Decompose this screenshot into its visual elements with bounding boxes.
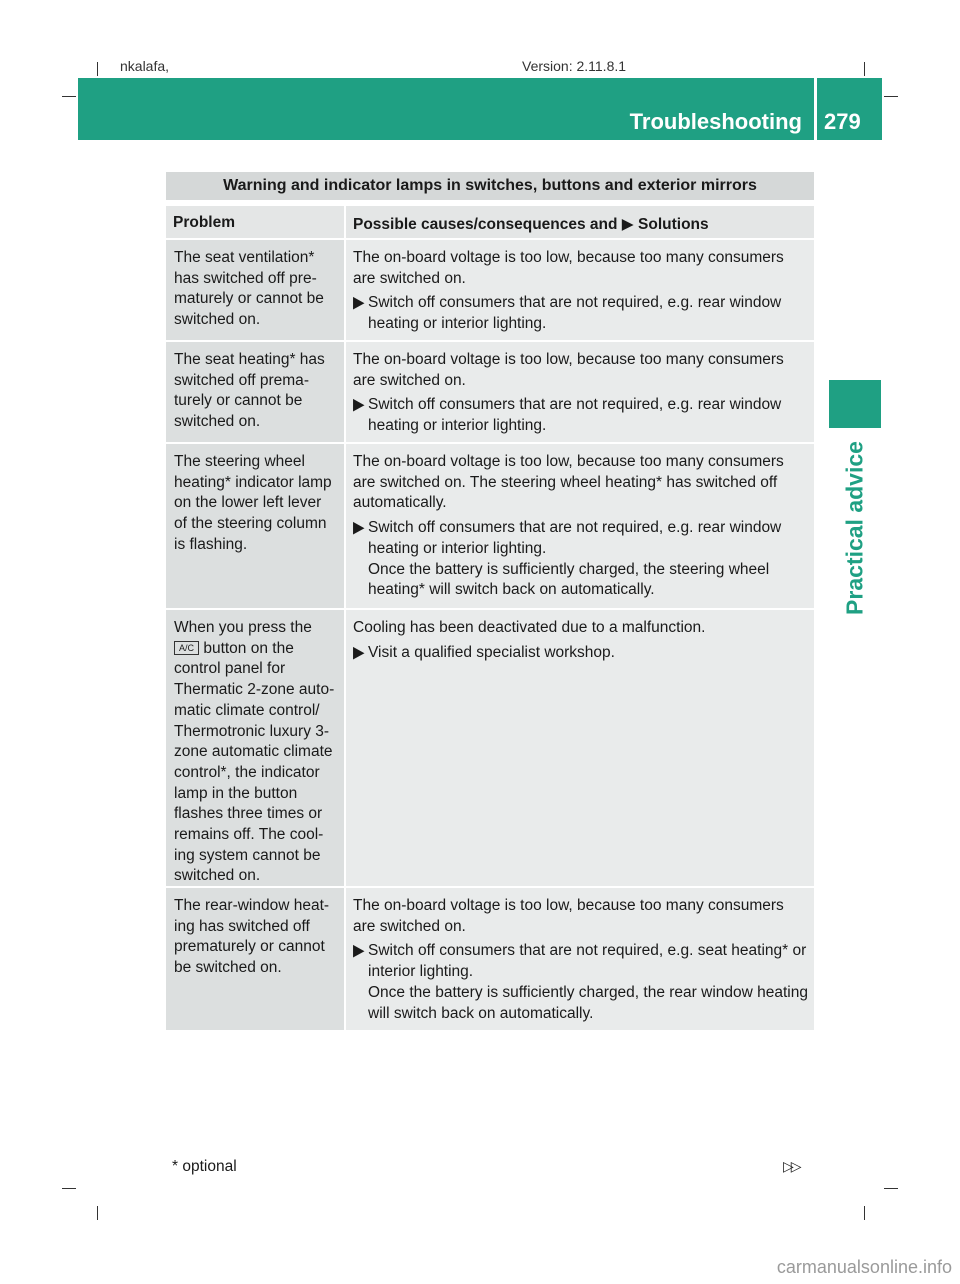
table-row-solution — [346, 888, 814, 1030]
table-row-problem — [166, 240, 344, 340]
continue-icon: ▷▷ — [783, 1158, 799, 1174]
arrow-icon: ▶ — [621, 216, 634, 233]
table-row-solution — [346, 444, 814, 608]
solution-step — [353, 395, 808, 436]
cause-text: Cooling has been deactivated due to a malfunction. — [353, 619, 706, 636]
crop-mark — [97, 62, 98, 76]
arrow-icon: ▶ — [353, 941, 365, 961]
crop-mark — [884, 96, 898, 97]
crop-mark — [62, 1188, 76, 1189]
col-header-problem-label: Problem — [173, 214, 236, 231]
arrow-icon: ▶ — [353, 395, 365, 415]
problem-text: The steering wheel heating* indicator lamp on the lower left lever of the steering column is flashing. — [174, 453, 332, 553]
header-divider — [814, 78, 817, 140]
arrow-icon: ▶ — [353, 518, 365, 537]
print-meta-right: Version: 2.11.8.1 — [522, 58, 627, 74]
cause-text: The on-board voltage is too low, because too many consumers are switched on. — [353, 897, 784, 935]
solution-text: Switch off consumers that are not required, e.g. rear window heating or interior lighting. — [368, 519, 782, 557]
page-number: 279 — [824, 109, 861, 134]
crop-mark — [864, 1206, 865, 1220]
problem-text: The seat heating* has switched off prematurely or cannot be switched on. — [174, 351, 325, 431]
cause-text: The on-board voltage is too low, because too many consumers are switched on. The steering wheel heating* has switched off automatically. — [353, 453, 784, 512]
solution-step — [353, 643, 808, 664]
col-header-problem — [166, 206, 344, 238]
col-header-solutions — [346, 206, 814, 238]
crop-mark — [864, 62, 865, 76]
watermark: carmanualsonline.info — [776, 1257, 952, 1277]
footnote: * optional — [172, 1158, 237, 1175]
cause-text: The on-board voltage is too low, because too many consumers are switched on. — [353, 249, 784, 287]
col-header-solutions-suffix: Solutions — [638, 216, 709, 233]
table-row-solution — [346, 240, 814, 340]
solution-text: Switch off consumers that are not required, e.g. rear window heating or interior lighting. — [368, 294, 782, 333]
print-meta-left: nkalafa, — [120, 58, 170, 74]
table-row-problem — [166, 342, 344, 442]
table-row-solution — [346, 610, 814, 886]
arrow-icon: ▶ — [353, 642, 365, 662]
side-tab — [829, 380, 881, 428]
solution-note: Once the battery is sufficiently charged, the steering wheel heating* will switch back on automatically. — [368, 560, 770, 599]
section-title: Troubleshooting — [629, 109, 802, 134]
table-title: Warning and indicator lamps in switches, buttons and exterior mirrors — [166, 172, 814, 200]
problem-text: The seat ventilation* has switched off prematurely or cannot be switched on. — [174, 249, 324, 329]
crop-mark — [97, 1206, 98, 1220]
cause-text: The on-board voltage is too low, because too many consumers are switched on. — [353, 351, 784, 389]
problem-text: The rear-window heating has switched off prematurely or cannot be switched on. — [174, 897, 330, 977]
crop-mark — [62, 96, 76, 97]
solution-step — [353, 518, 808, 559]
ac-button-icon: A/C — [174, 641, 199, 655]
table-row-problem — [166, 888, 344, 1030]
solution-text: Switch off consumers that are not required, e.g. rear window heating or interior lighting. — [368, 396, 782, 435]
problem-text-rest: button on the control panel for Thermatic 2-zone automatic climate control/ Thermotronic luxury 3-zone automatic climate control*, the indicator lamp in the button flashes three times or remains off. The cooling system cannot be switched on. — [174, 639, 335, 885]
problem-text — [174, 618, 338, 887]
solution-step — [353, 941, 808, 982]
col-header-solutions-label: Possible causes/consequences and — [353, 216, 618, 233]
table-row-solution — [346, 342, 814, 442]
solution-text: Switch off consumers that are not required, e.g. seat heating* or interior lighting. — [368, 942, 807, 981]
table-row-problem — [166, 444, 344, 608]
solution-note: Once the battery is sufficiently charged, the rear window heating will switch back on automatically. — [368, 983, 808, 1022]
solution-step — [353, 293, 808, 334]
solution-text: Visit a qualified specialist workshop. — [368, 643, 615, 661]
side-tab-label: Practical advice — [841, 441, 868, 615]
arrow-icon: ▶ — [353, 293, 365, 313]
crop-mark — [884, 1188, 898, 1189]
table-row-problem — [166, 610, 344, 886]
problem-text-start: When you press the — [174, 619, 312, 636]
